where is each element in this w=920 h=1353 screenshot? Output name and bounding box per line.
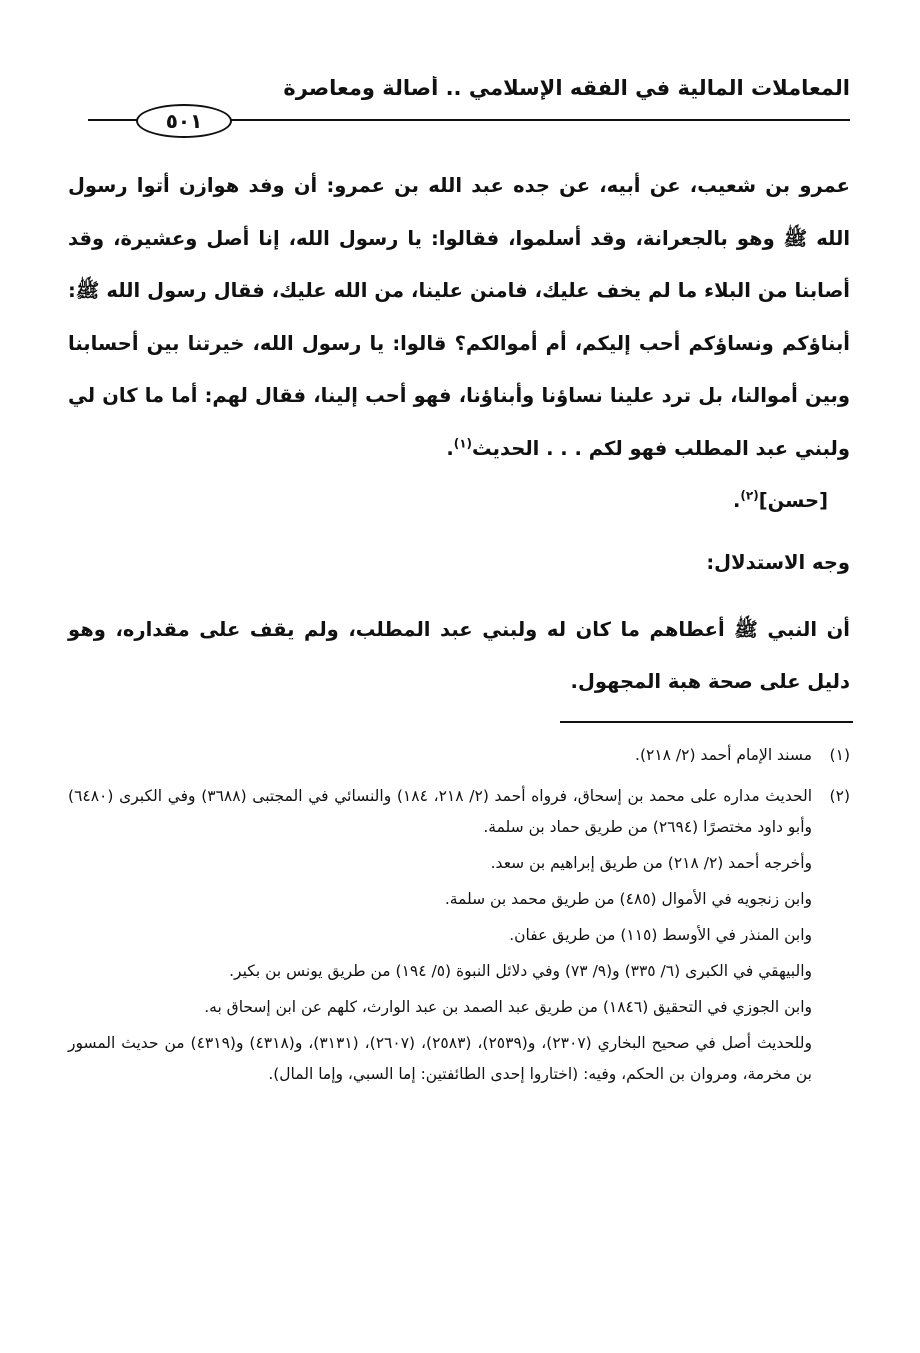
footnote-marker-1: (١) (453, 436, 473, 450)
hadith-text: عمرو بن شعيب، عن أبيه، عن جده عبد الله بن عمرو: أن وفد هوازن أتوا رسول الله ﷺ وهو بالجعرانة، وقد أسلموا، فقالوا: يا رسول الله، إنا أصل وعشيرة، وقد أصابنا من البلاء ما لم يخف عليك، فامنن علينا، من الله عليك، فقال رسول الله ﷺ: أبناؤكم ونساؤكم أحب إليكم، أم أموالكم؟ قالوا: يا رسول الله، خيرتنا بين أحسابنا وبين أموالنا، بل ترد علينا نساؤنا وأبناؤنا، فهو أحب إلينا، فقال لهم: أما ما كان لي ولبني عبد المطلب فهو لكم . . . الحديث (68, 174, 850, 460)
footnote-paragraph: وابن الجوزي في التحقيق (١٨٤٦) من طريق عبد الصمد بن عبد الوارث، كلهم عن ابن إسحاق به. (204, 998, 812, 1016)
main-text (68, 160, 850, 528)
footnote-1 (68, 740, 850, 776)
footnote-paragraph: وللحديث أصل في صحيح البخاري (٢٣٠٧)، و(٢٥٣٩)، (٢٥٨٣)، (٢٦٠٧)، (٣١٣١)، و(٤٣١٨) و(٤٣١٩) من حديث المسور بن مخرمة، ومروان بن الحكم، وفيه: (اختاروا إحدى الطائفتين: إما السبي، وإما المال). (68, 1034, 812, 1083)
hadith-end: . (446, 436, 454, 460)
grade-end: . (733, 489, 741, 512)
footnote-number: (٢) (829, 787, 850, 805)
evidence-text (68, 604, 850, 708)
footnote-paragraph: مسند الإمام أحمد (٢/ ٢١٨). (635, 746, 812, 764)
footnote-marker-2: (٢) (740, 488, 759, 503)
hadith-grade: [حسن] (758, 489, 828, 512)
footnote-paragraph: وابن زنجويه في الأموال (٤٨٥) من طريق محمد بن سلمة. (444, 890, 812, 908)
running-title: المعاملات المالية في الفقه الإسلامي .. أصالة ومعاصرة (283, 76, 850, 100)
footnotes (68, 740, 850, 1100)
footnote-body (68, 740, 812, 776)
footnote-paragraph: وابن المنذر في الأوسط (١١٥) من طريق عفان. (509, 926, 812, 944)
section-heading: وجه الاستدلال: (706, 551, 850, 574)
footnote-number: (١) (829, 746, 850, 764)
footnote-2 (68, 781, 850, 1095)
hadith-paragraph (68, 160, 850, 475)
hadith-grade-line (68, 475, 828, 528)
footnote-paragraph: الحديث مداره على محمد بن إسحاق، فرواه أحمد (٢/ ٢١٨، ١٨٤) والنسائي في المجتبى (٣٦٨٨) وفي الكبرى (٦٤٨٠) وأبو داود مختصرًا (٢٦٩٤) من طريق حماد بن سلمة. (68, 787, 813, 836)
footnote-paragraph: والبيهقي في الكبرى (٦/ ٣٣٥) و(٩/ ٧٣) وفي دلائل النبوة (٥/ ١٩٤) من طريق يونس بن بكير. (229, 962, 812, 980)
footnote-rule (560, 721, 853, 723)
evidence-paragraph: أن النبي ﷺ أعطاهم ما كان له ولبني عبد المطلب، ولم يقف على مقداره، وهو دليل على صحة هبة المجهول. (68, 618, 850, 693)
footnote-paragraph: وأخرجه أحمد (٢/ ٢١٨) من طريق إبراهيم بن سعد. (490, 854, 812, 872)
page-number: ٥٠١ (136, 104, 232, 138)
footnote-body (68, 781, 812, 1095)
